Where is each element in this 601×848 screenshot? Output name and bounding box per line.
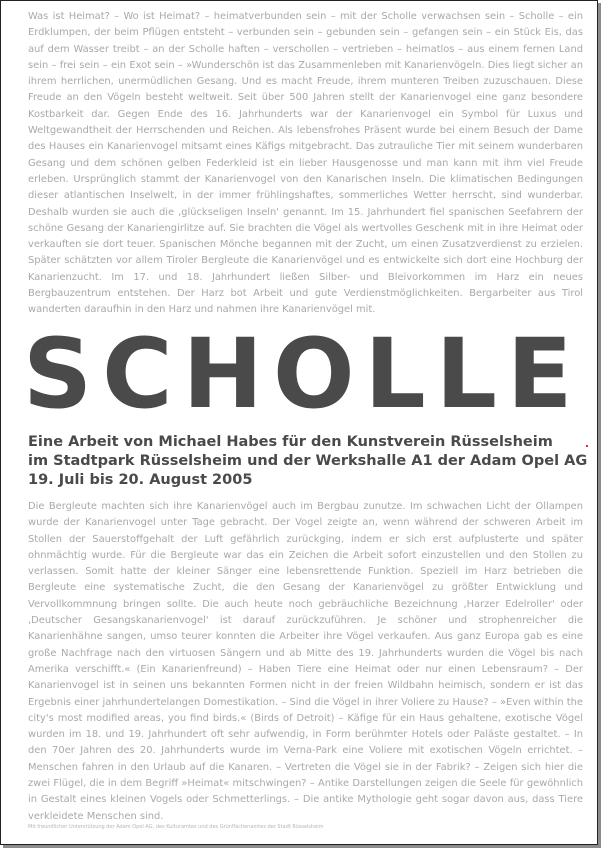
subtitle-line-location: im Stadtpark Rüsselsheim und der Werkshalle A1 der Adam Opel AG — [28, 453, 588, 469]
main-text: Die Bergleute machten sich ihre Kanarienvögel auch im Bergbau zunutze. Im schwachen Licht der Ollampen wurde der Kanarienvogel unter Tage gebracht. Der Vogel zeigte an, wenn während der schweren Arbeit im Stollen der Sauerstoffgehalt der Luft gefährlich zurückging, indem er sich erst aufplusterte und später ohnmächtig wurde. Für die Bergleute war das ein Zeichen die Arbeit sofort einzustellen und den Stollen zu verlassen. Somit hatte der kleiner Sänger eine lebensrettende Funktion. Speziell im Harz betrieben die Bergleute eine systematische Zucht, die den Gesang der Kanarienvögel zu größter Entwicklung und Vervollkommnung bringen sollte. Die auch heute noch gebräuchliche Bezeichnung ‚Harzer Edelroller' oder ‚Deutscher Gesangskanarienvogel' ist darauf zurückzuführen. Je schöner und strophenreicher die Kanarienhähne sangen, umso teurer konnten die Arbeiter ihre Vögel verkaufen. Aus ganz Europa gab es eine große Nachfrage nach den virtuosen Sängern und ab Mitte des 19. Jahrhunderts wurden die Vögel bis nach Amerika verschifft.« (Ein Kanarienfreund) – Haben Tiere eine Heimat oder nur einen Lebensraum? – Der Kanarienvogel ist in seinen uns bekannten Formen nicht in der freien Wildbahn heimisch, sondern er ist das Ergebnis einer jahrhundertelangen Domestikation. – Sind die Vögel in ihrer Voliere zu Hause? – »Even within the city's most modified areas, you find birds.« (Birds of Detroit) – Käfige für ein Haus gehaltene, exotische Vögel wurden im 18. und 19. Jahrhundert oft sehr aufwendig, in Form berühmter Hotels oder Paläste gestaltet. – In den 70er Jahren des 20. Jahrhunderts wurde im Verna-Park eine Voliere mit exotischen Vögeln errichtet. – Menschen fahren in den Urlaub auf die Kanaren. – Vertreten die Vögel sie in der Fabrik? – Zeigen sich hier die zwei Flügel, die in dem Begriff »Heimat« mitschwingen? – Antike Darstellungen zeigen die Seele für gewöhnlich in Gestalt eines kleinen Vogels oder Schmetterlings. – Die antike Mythologie geht sogar davon aus, dass Tiere verkleidete Menschen sind. — [28, 501, 583, 822]
red-dot-mark — [586, 445, 588, 447]
subtitle-line-dates: 19. Juli bis 20. August 2005 — [28, 472, 253, 488]
sponsor-footer: Mit freundlicher Unterstützung der Adam Opel AG, des Kulturamtes und des Grünflächenamtes der Stadt Rüsselsheim — [28, 824, 324, 830]
intro-text: Was ist Heimat? – Wo ist Heimat? – heimatverbunden sein – mit der Scholle verwachsen sein – Scholle – ein Erdklumpen, der beim Pflügen entsteht – verbunden sein – gebunden sein – gefangen sein – ein Stück Eis, das auf dem Wasser treibt – an der Scholle haften – verschollen – vertrieben – heimatlos – aus einem fernen Land sein – frei sein – ein Exot sein – »Wunderschön ist das Zusammenleben mit Kanarienvögeln. Dies liegt sicher an ihrem herrlichen, unermüdlichen Gesang. Und es macht Freude, ihrem munteren Treiben zuzuschauen. Diese Freude an den Vögeln besteht weltweit. Seit über 500 Jahren stellt der Kanarienvogel eine ganz besondere Kostbarkeit dar. Gegen Ende des 16. Jahrhunderts war der Kanarienvogel ein Symbol für Luxus und Weltgewandtheit der Herrschenden und Reichen. Als lebensfrohes Präsent wurde bei einem Besuch der Dame des Hauses ein Kanarienvogel mitsamt eines Käfigs mitgebracht. Das zutrauliche Tier mit seinem wunderbaren Gesang und dem schönen gelben Federkleid ist ein lieber Hausgenosse und man kann mit ihm viel Freude erleben. Ursprünglich stammt der Kanarienvogel von den Kanarischen Inseln. Die klimatischen Bedingungen dieser atlantischen Inselwelt, in der immer frühlingshaftes, sommerliches Wetter herrscht, sind wunderbar. Deshalb wurden sie auch die ‚glückseligen Inseln' genannt. Im 15. Jahrhundert fiel spanischen Seefahrern der schöne Gesang der Kanariengirlitze auf. Sie brachten die Vögel als wertvolles Geschenk mit in ihre Heimat oder verkauften sie dort teuer. Spanischen Mönche begannen mit der Zucht, um einen Zusatzverdienst zu erzielen. Später schätzten vor allem Tiroler Bergleute die Kanarienvögel und es entwickelte sich dort eine Hochburg der Kanarienzucht. Im 17. und 18. Jahrhundert ließen Silber- und Bleivorkommen im Harz ein neues Bergbauzentrum entstehen. Der Harz bot Arbeit und gute Verdienstmöglichkeiten. Bergarbeiter aus Tirol wanderten daraufhin in den Harz und nahmen ihre Kanarienvögel mit. — [28, 11, 583, 316]
subtitle-line-artist: Eine Arbeit von Michael Habes für den Kunstverein Rüsselsheim — [28, 434, 553, 450]
poster-subtitle — [28, 433, 598, 490]
poster-title: SCHOLLE — [23, 318, 583, 430]
